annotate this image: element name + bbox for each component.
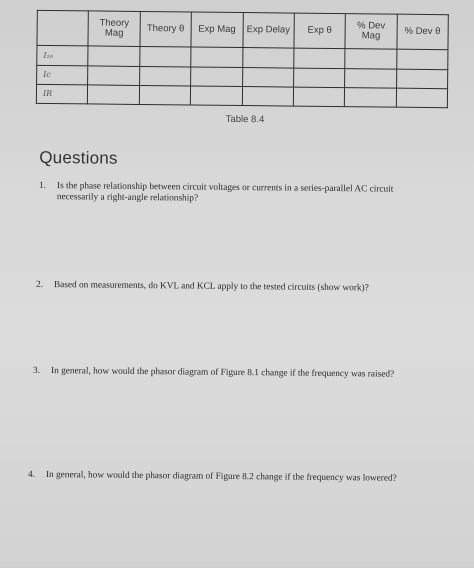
header-dev-theta: % Dev θ	[397, 14, 449, 50]
question-text: Based on measurements, do KVL and KCL apply to the tested circuits (show work)?	[53, 280, 369, 294]
table-cell	[294, 48, 346, 68]
table-cell	[345, 68, 397, 88]
question-text-continued: necessarily a right-angle relationship?	[56, 192, 199, 204]
table-row	[36, 84, 447, 108]
header-exp-mag: Exp Mag	[191, 12, 243, 48]
question-text: In general, how would the phasor diagram of Figure 8.2 change if the frequency was lowered?	[45, 470, 397, 484]
table-cell	[88, 46, 140, 66]
header-exp-delay: Exp Delay	[242, 13, 294, 49]
table-cell	[345, 49, 397, 69]
table-cell	[190, 86, 242, 106]
table-cell	[293, 87, 345, 107]
questions-heading: Questions	[39, 147, 118, 168]
table-cell	[88, 66, 140, 86]
table-cell	[293, 68, 345, 88]
question-number: 1.	[38, 180, 47, 191]
table-cell	[140, 47, 192, 67]
row-label-ic: Ic	[37, 65, 89, 85]
row-label-ir: IR	[36, 84, 88, 104]
question-4	[28, 470, 442, 485]
question-3	[33, 366, 443, 381]
header-dev-mag: % Dev Mag	[345, 14, 397, 50]
table-cell	[139, 66, 191, 86]
question-number: 3.	[33, 365, 41, 376]
question-1	[39, 181, 439, 207]
table-cell	[345, 87, 397, 107]
question-text: Is the phase relationship between circuit voltages or currents in a series-parallel AC circuit	[56, 181, 394, 195]
header-cell-empty	[37, 10, 89, 46]
header-exp-theta: Exp θ	[294, 13, 346, 49]
table-cell	[242, 86, 294, 106]
header-theory-theta: Theory θ	[140, 11, 192, 47]
header-theory-mag: Theory Mag	[88, 11, 140, 47]
table-header-row	[37, 10, 448, 50]
results-table	[36, 10, 449, 108]
table-cell	[191, 47, 243, 67]
table-cell	[242, 48, 294, 68]
table-caption: Table 8.4	[225, 113, 265, 126]
table-cell	[242, 67, 294, 87]
table-cell	[88, 85, 140, 105]
table-cell	[396, 50, 448, 70]
table-cell	[396, 69, 448, 89]
row-label-ilc: I₁₀	[37, 46, 89, 66]
question-text: In general, how would the phasor diagram of Figure 8.1 change if the frequency was raised?	[51, 366, 395, 380]
table-cell	[396, 88, 448, 108]
question-number: 2.	[35, 279, 44, 290]
table-cell	[139, 85, 191, 105]
table-cell	[191, 67, 243, 87]
question-number: 4.	[27, 469, 36, 480]
question-2	[36, 280, 436, 295]
